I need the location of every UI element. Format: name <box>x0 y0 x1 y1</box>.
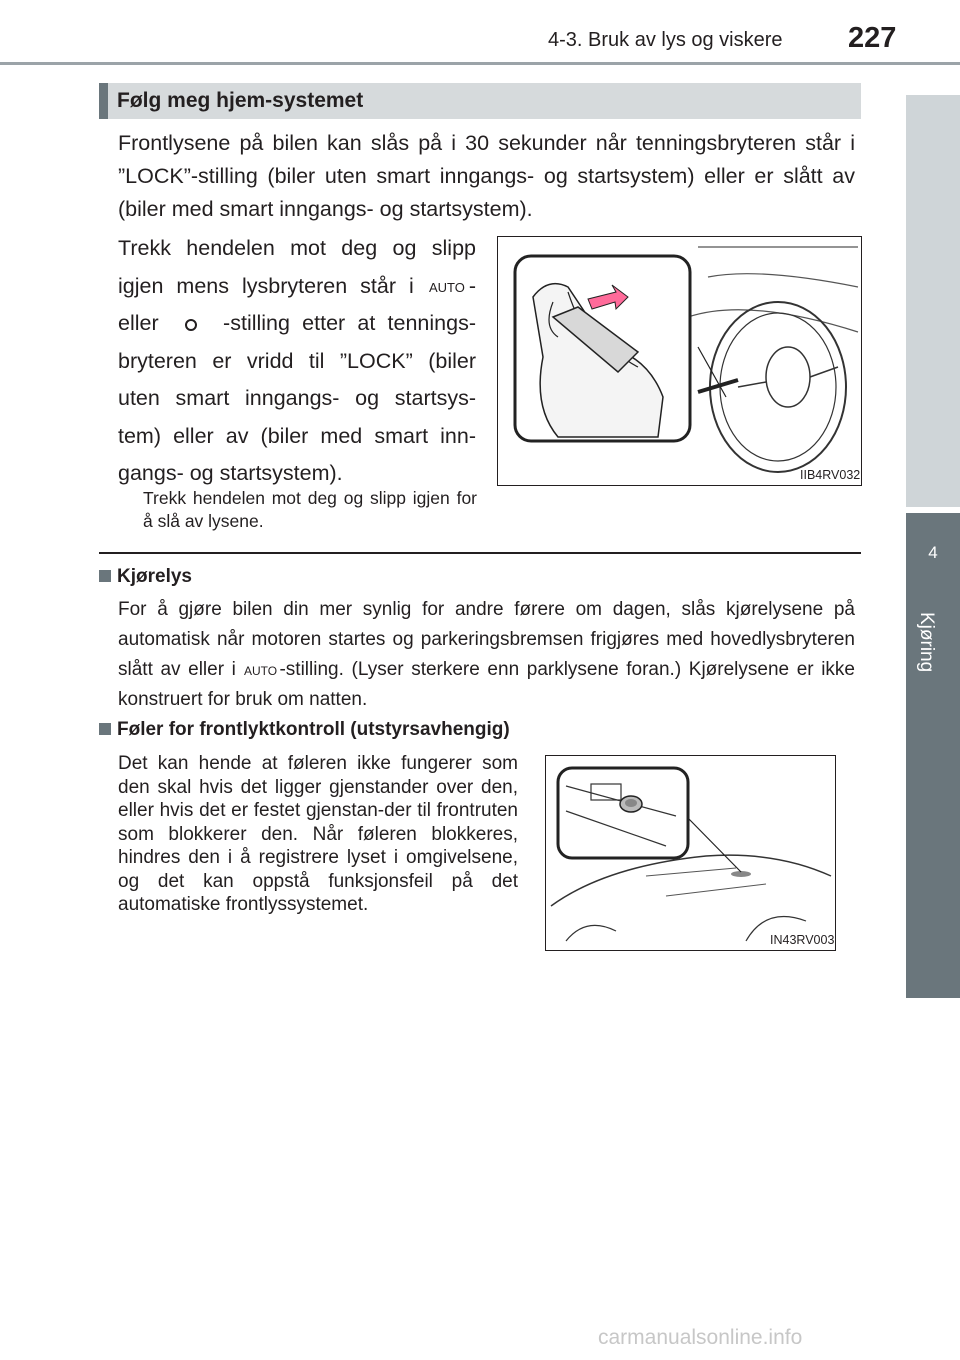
auto-icon-text: AUTO <box>428 279 465 295</box>
sensor-paragraph: Det kan hende at føleren ikke fungerer som den skal hvis det ligger gjenstander over den, eller hvis det er festet gjenstan-der til frontruten som blokkerer den. Når føleren blokkeres, hindres den i å registrere lyset i omgivelsene, og det kan oppstå funksjonsfeil på det automatiske frontlyssystemet. <box>118 753 518 915</box>
section-title: Følg meg hjem-systemet <box>117 89 364 112</box>
auto-mode-icon <box>243 663 279 677</box>
drl-paragraph <box>118 595 855 715</box>
lever-drawing <box>498 237 860 484</box>
figure-sensor-illustration <box>545 755 836 951</box>
figure-2-code: IN43RV003 <box>770 933 835 947</box>
sensor-heading <box>99 719 510 741</box>
bullet-square-icon <box>99 570 111 582</box>
drl-text-before: For å gjøre bilen din mer synlig for andre førere om dagen, slås kjørelysene på automatisk når motoren startes og parkeringsbremsen frigjøres med hovedlysbryteren slått av eller i <box>118 599 855 680</box>
side-tab-chapter[interactable] <box>906 513 960 998</box>
auto-icon-text: AUTO <box>244 663 278 677</box>
auto-mode-icon <box>427 279 469 295</box>
step-text-part2: -eller <box>118 273 476 335</box>
drl-heading-text: Kjørelys <box>117 566 192 587</box>
step-note: Trekk hendelen mot deg og slipp igjen for å slå av lysene. <box>143 488 477 531</box>
drl-heading <box>99 566 192 588</box>
chapter-title: Kjøring <box>916 612 937 673</box>
drl-text-after: -stilling. (Lyser sterkere enn parklysene foran.) Kjørelysene er ikke konstruert for bruk om natten. <box>118 659 855 710</box>
section-separator <box>99 552 861 554</box>
bullet-square-icon <box>99 723 111 735</box>
chapter-number: 4 <box>928 543 938 562</box>
page-number: 227 <box>848 22 897 54</box>
headlight-off-icon <box>171 314 211 334</box>
header-rule <box>0 62 960 65</box>
intro-paragraph: Frontlysene på bilen kan slås på i 30 sekunder når tenningsbryteren står i ”LOCK”-stilling (biler uten smart inngangs- og startsystem) eller er slått av (biler med smart inngangs- og startsystem). <box>118 131 855 221</box>
side-tab-upper <box>906 95 960 507</box>
running-header: 4-3. Bruk av lys og viskere <box>548 29 783 51</box>
figure-lever-illustration <box>497 236 862 486</box>
figure-1-code: IIB4RV032 <box>800 468 861 482</box>
step-text-part1: Trekk hendelen mot deg og slipp igjen mens lysbryteren står i <box>118 236 476 298</box>
step-paragraph <box>118 230 476 493</box>
sensor-drawing <box>546 756 834 949</box>
watermark: carmanualsonline.info <box>598 1326 803 1349</box>
sensor-heading-text: Føler for frontlyktkontroll (utstyrsavhengig) <box>117 719 510 740</box>
step-text-part3: -stilling etter at tennings-bryteren er vridd til ”LOCK” (biler uten smart inngangs- og startsys-tem) eller av (biler med smart inn-gangs- og startsystem). <box>118 311 476 485</box>
